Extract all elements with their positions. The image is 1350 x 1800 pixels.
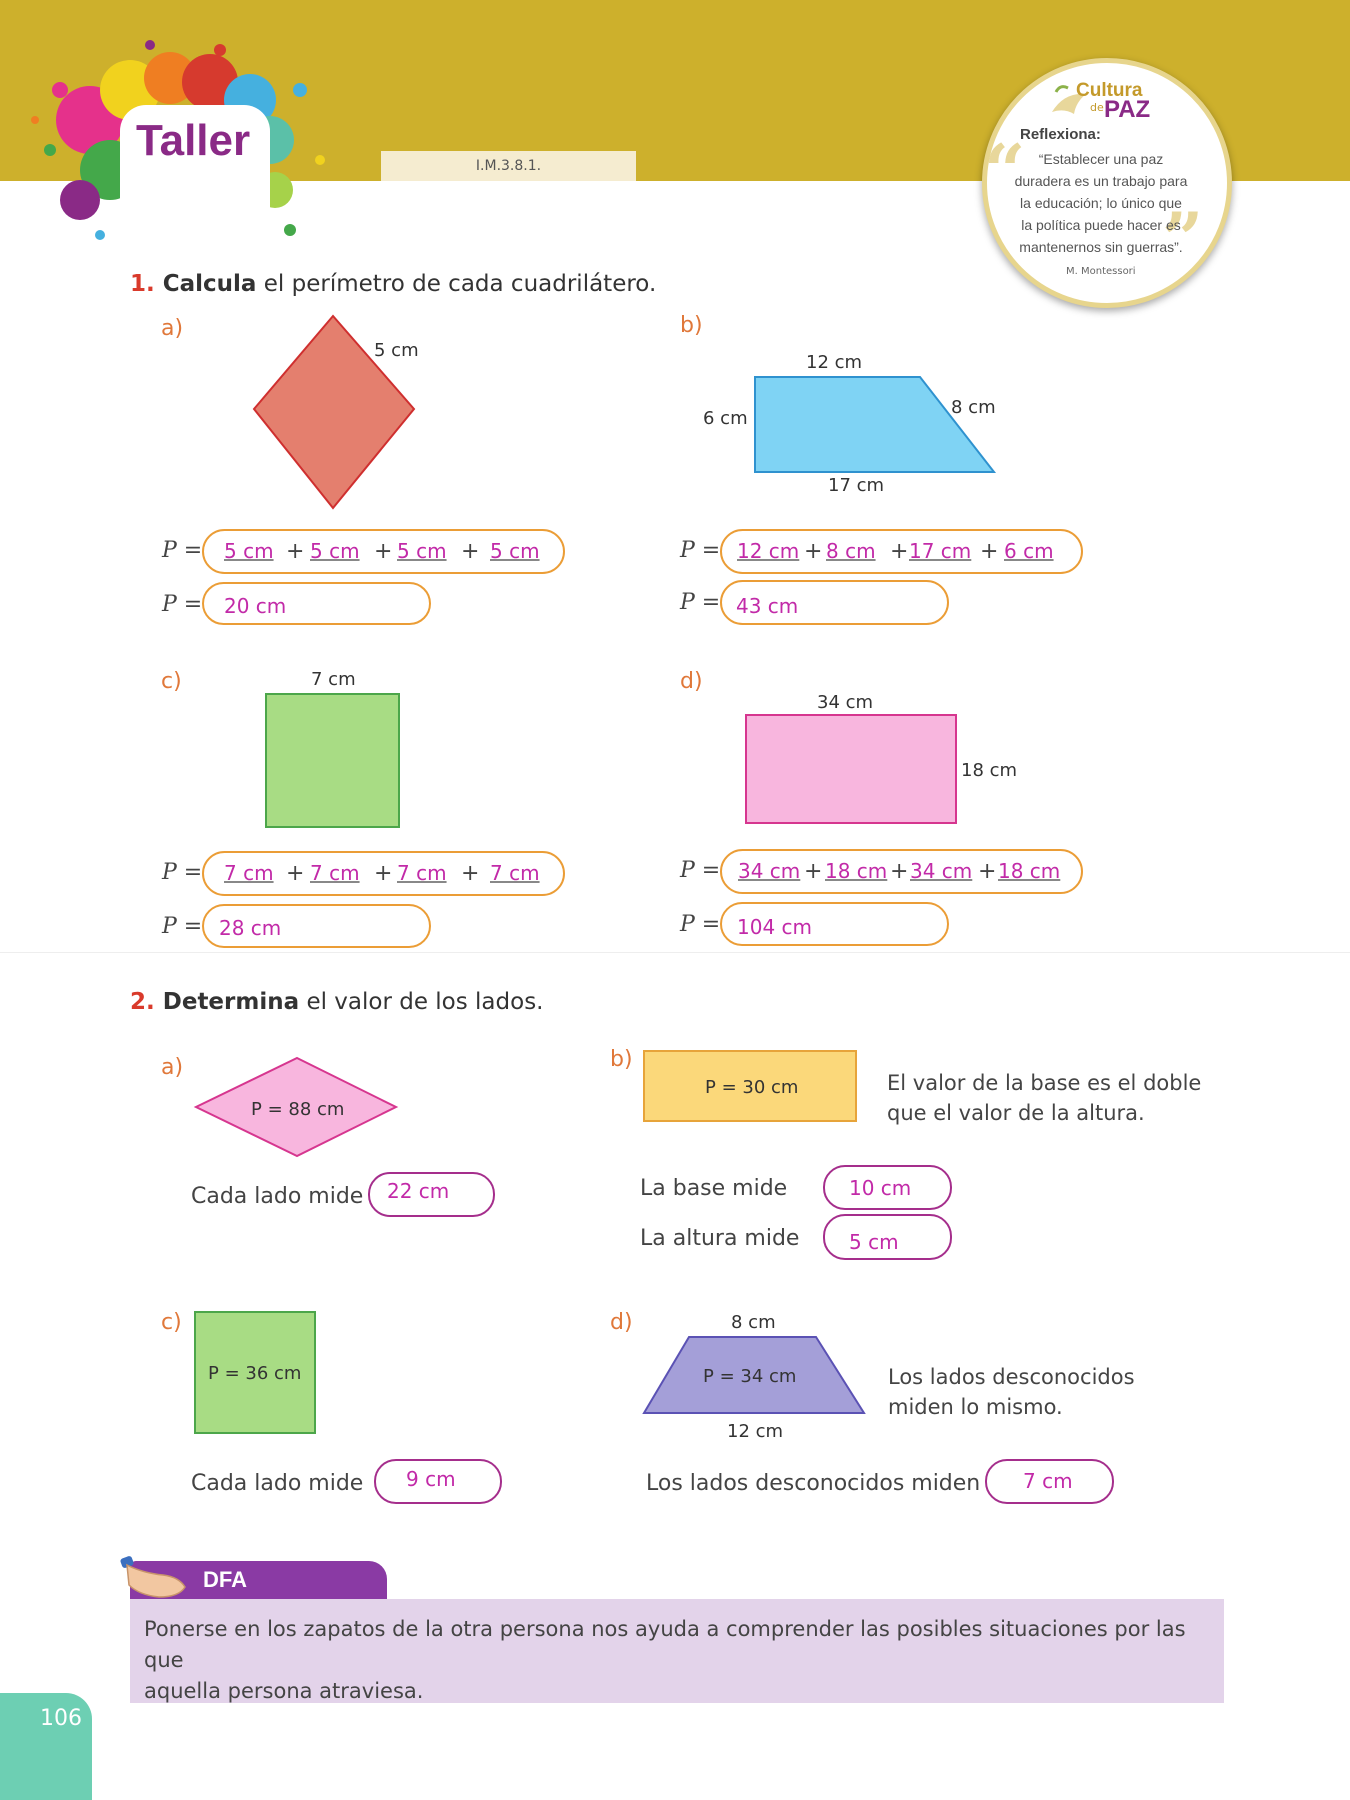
sum-term: 34 cm <box>738 859 801 883</box>
section1-verb: Calcula <box>162 271 257 297</box>
page-title: Taller <box>136 116 251 165</box>
item-label: d) <box>680 669 703 694</box>
answer-value: 10 cm <box>849 1176 912 1200</box>
sum-term: 5 cm <box>397 539 447 563</box>
result-value: 20 cm <box>224 594 287 618</box>
perimeter-value: P = 36 cm <box>208 1363 302 1384</box>
sum-term: 12 cm <box>737 539 800 563</box>
section2-instruction: el valor de los lados. <box>306 989 544 1015</box>
result-value: 28 cm <box>219 916 282 940</box>
plus-sign: + <box>804 859 823 884</box>
quote-author: M. Montessori <box>1066 266 1136 277</box>
plus-sign: + <box>374 539 393 564</box>
item-label: b) <box>680 313 703 338</box>
plus-sign: + <box>804 539 823 564</box>
culture-brand-de: de <box>1090 101 1104 114</box>
dfa-text <box>144 1614 1214 1707</box>
sum-term: 8 cm <box>826 539 876 563</box>
answer-value: 9 cm <box>406 1467 456 1491</box>
note-line: El valor de la base es el doble <box>887 1071 1202 1095</box>
bottom-side-label: 17 cm <box>828 475 885 496</box>
dfa-label: DFA <box>203 1567 247 1592</box>
base-prompt: La base mide <box>640 1176 788 1201</box>
sum-term: 34 cm <box>910 859 973 883</box>
sum-term: 18 cm <box>825 859 888 883</box>
item-label: b) <box>610 1047 633 1072</box>
quote-line: la política puede hacer es <box>1021 217 1181 233</box>
quote-line: duradera es un trabajo para <box>1014 173 1188 189</box>
plus-sign: + <box>980 539 999 564</box>
side-prompt: Cada lado mide <box>191 1471 364 1496</box>
top-side-label: 34 cm <box>817 692 874 713</box>
top-side-label: 8 cm <box>731 1312 776 1333</box>
perimeter-label: P = <box>680 912 721 937</box>
reflection-label: Reflexiona: <box>1020 126 1101 143</box>
result-value: 104 cm <box>737 915 813 939</box>
perimeter-label: P = <box>162 860 203 885</box>
perimeter-value: P = 30 cm <box>705 1077 799 1098</box>
sum-term: 5 cm <box>310 539 360 563</box>
trapezoid-shape <box>750 370 1000 480</box>
page-number: 106 <box>40 1706 82 1731</box>
sum-term: 5 cm <box>224 539 274 563</box>
perimeter-label: P = <box>680 590 721 615</box>
plus-sign: + <box>461 861 480 886</box>
culture-brand-bottom: PAZ <box>1104 96 1151 123</box>
right-side-label: 18 cm <box>961 760 1018 781</box>
quote-line: mantenernos sin guerras”. <box>1019 239 1183 255</box>
square-shape <box>264 692 402 830</box>
side-length-label: 7 cm <box>311 669 356 690</box>
sum-term: 7 cm <box>224 861 274 885</box>
plus-sign: + <box>286 539 305 564</box>
sum-term: 18 cm <box>998 859 1061 883</box>
sum-term: 6 cm <box>1004 539 1054 563</box>
sides-prompt: Los lados desconocidos miden <box>646 1471 981 1496</box>
hand-icon <box>113 1553 193 1603</box>
left-side-label: 6 cm <box>703 408 748 429</box>
section2-number: 2. <box>130 989 155 1015</box>
perimeter-label: P = <box>680 858 721 883</box>
height-prompt: La altura mide <box>640 1226 800 1251</box>
plus-sign: + <box>374 861 393 886</box>
side-length-label: 5 cm <box>374 340 419 361</box>
condition-note <box>888 1362 1135 1422</box>
quote-line: “Establecer una paz <box>1038 151 1164 167</box>
answer-value: 22 cm <box>387 1179 450 1203</box>
note-line: Los lados desconocidos <box>888 1365 1135 1389</box>
item-label: a) <box>161 316 184 341</box>
sum-term: 7 cm <box>397 861 447 885</box>
close-quote-icon: ” <box>1162 196 1204 281</box>
culture-brand-top: Cultura <box>1076 80 1143 101</box>
sum-term: 7 cm <box>310 861 360 885</box>
dfa-line: aquella persona atraviesa. <box>144 1679 424 1703</box>
answer-value: 5 cm <box>849 1230 899 1254</box>
skill-code: I.M.3.8.1. <box>381 151 636 181</box>
note-line: miden lo mismo. <box>888 1395 1063 1419</box>
top-side-label: 12 cm <box>806 352 863 373</box>
item-label: d) <box>610 1310 633 1335</box>
dfa-line: Ponerse en los zapatos de la otra persona nos ayuda a comprender las posibles situaciones por las que <box>144 1617 1186 1672</box>
condition-note <box>887 1068 1201 1128</box>
slant-side-label: 8 cm <box>951 397 996 418</box>
rectangle-shape <box>744 713 959 826</box>
perimeter-value: P = 34 cm <box>703 1366 797 1387</box>
item-label: c) <box>161 1310 182 1335</box>
sum-term: 17 cm <box>909 539 972 563</box>
perimeter-label: P = <box>162 592 203 617</box>
bottom-side-label: 12 cm <box>727 1421 784 1442</box>
perimeter-label: P = <box>162 538 203 563</box>
result-value: 43 cm <box>736 594 799 618</box>
section-divider <box>0 952 1350 953</box>
perimeter-value: P = 88 cm <box>251 1099 345 1120</box>
plus-sign: + <box>978 859 997 884</box>
perimeter-label: P = <box>680 538 721 563</box>
section1-title <box>130 271 656 297</box>
section2-verb: Determina <box>162 989 300 1015</box>
section1-instruction: el perímetro de cada cuadrilátero. <box>263 271 657 297</box>
quote-line: la educación; lo único que <box>1020 195 1182 211</box>
note-line: que el valor de la altura. <box>887 1101 1145 1125</box>
sum-term: 5 cm <box>490 539 540 563</box>
plus-sign: + <box>890 859 909 884</box>
open-quote-icon: “ <box>984 128 1026 213</box>
item-label: a) <box>161 1055 184 1080</box>
side-prompt: Cada lado mide <box>191 1184 364 1209</box>
reflection-quote <box>1004 148 1198 258</box>
plus-sign: + <box>461 539 480 564</box>
section1-number: 1. <box>130 271 155 297</box>
item-label: c) <box>161 669 182 694</box>
plus-sign: + <box>890 539 909 564</box>
answer-value: 7 cm <box>1023 1469 1073 1493</box>
perimeter-label: P = <box>162 914 203 939</box>
sum-term: 7 cm <box>490 861 540 885</box>
plus-sign: + <box>286 861 305 886</box>
section2-title <box>130 989 544 1015</box>
